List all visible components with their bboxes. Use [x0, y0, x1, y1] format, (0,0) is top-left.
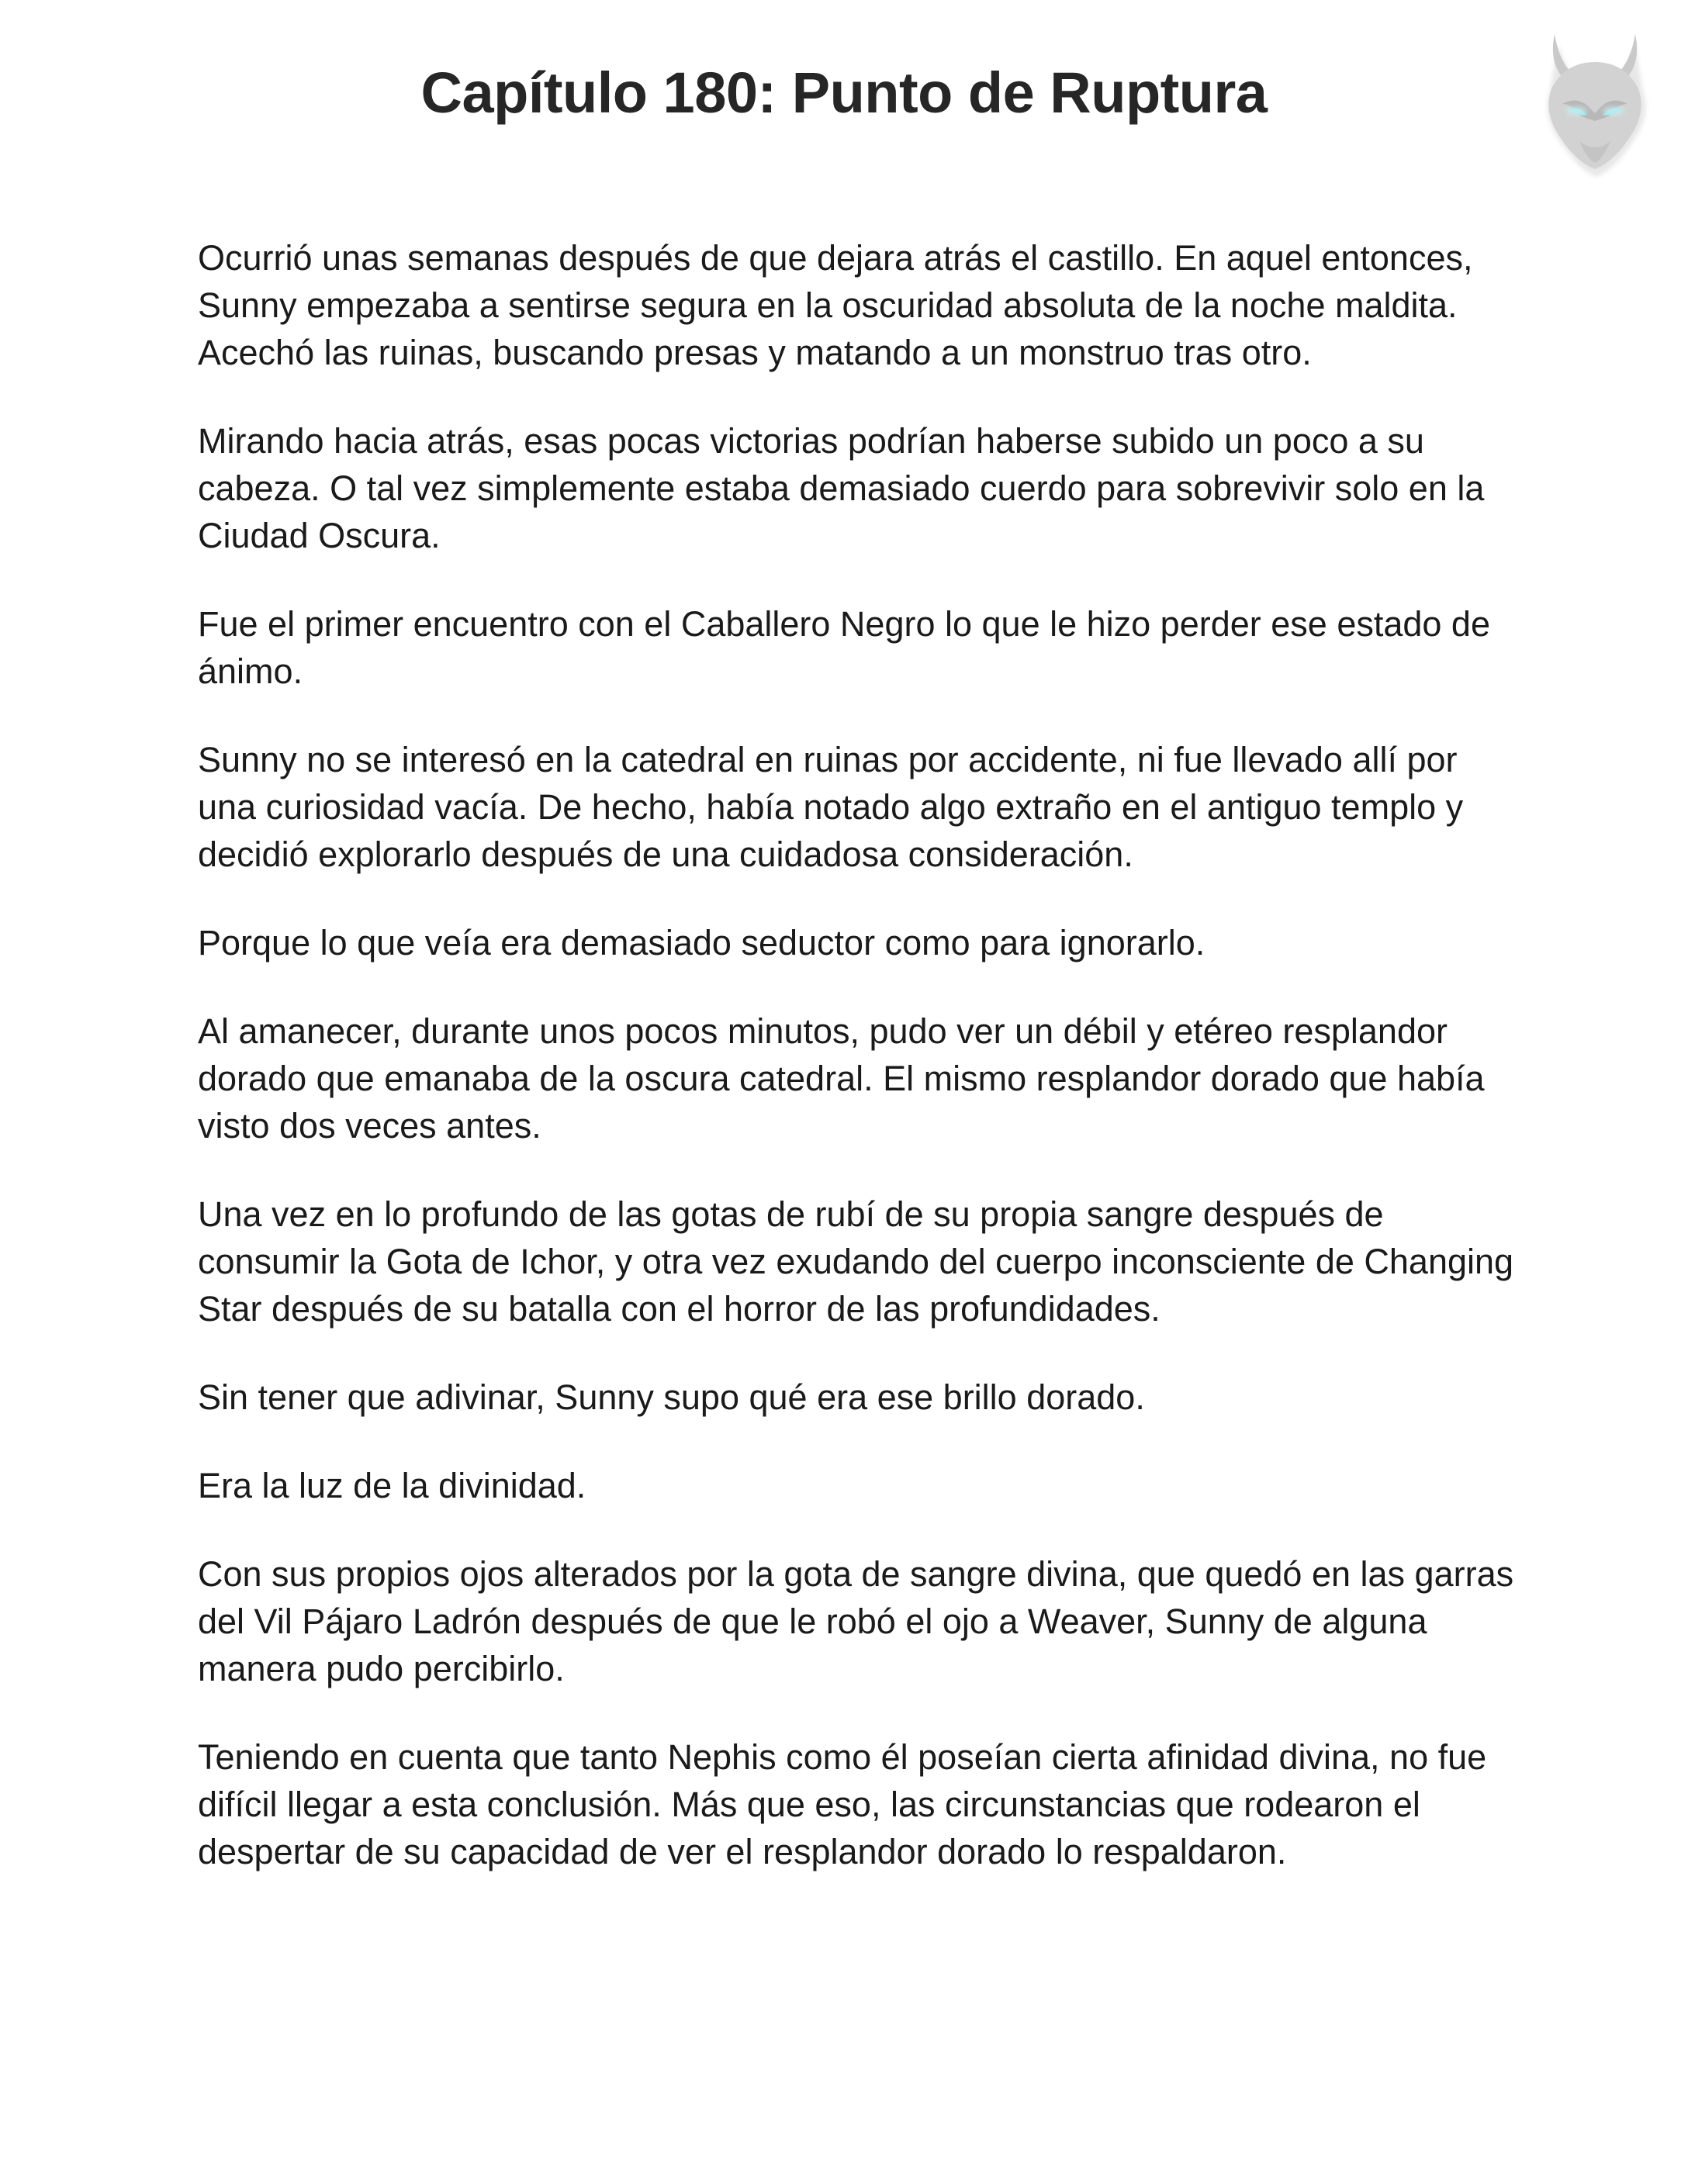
paragraph: Una vez en lo profundo de las gotas de rubí de su propia sangre después de consumir la Gota de Ichor, y otra vez exudando del cuerpo inconsciente de Changing Star después de su batalla con el horror de las profundidades.: [198, 1194, 1514, 1329]
demon-head-logo-icon: [1525, 17, 1665, 180]
paragraph: Con sus propios ojos alterados por la gota de sangre divina, que quedó en las garras del Vil Pájaro Ladrón después de que le robó el ojo a Weaver, Sunny de alguna manera pudo percibirlo.: [198, 1554, 1514, 1688]
paragraph: Mirando hacia atrás, esas pocas victorias podrían haberse subido un poco a su cabeza. O tal vez simplemente estaba demasiado cuerdo para sobrevivir solo en la Ciudad Oscura.: [198, 421, 1485, 555]
paragraph: Fue el primer encuentro con el Caballero Negro lo que le hizo perder ese estado de ánimo.: [198, 604, 1490, 691]
paragraph: Ocurrió unas semanas después de que dejara atrás el castillo. En aquel entonces, Sunny empezaba a sentirse segura en la oscuridad absoluta de la noche maldita. Acechó las ruinas, buscando presas y matando a un monstruo tras otro.: [198, 238, 1473, 372]
paragraph: Sin tener que adivinar, Sunny supo qué era ese brillo dorado.: [198, 1377, 1145, 1417]
paragraph: Porque lo que veía era demasiado seductor como para ignorarlo.: [198, 923, 1205, 962]
paragraph: Al amanecer, durante unos pocos minutos, pudo ver un débil y etéreo resplandor dorado que emanaba de la oscura catedral. El mismo resplandor dorado que había visto dos veces antes.: [198, 1011, 1485, 1146]
chapter-body: [198, 234, 1517, 1916]
paragraph: Teniendo en cuenta que tanto Nephis como él poseían cierta afinidad divina, no fue difícil llegar a esta conclusión. Más que eso, las circunstancias que rodearon el despertar de su capacidad de ver el resplandor dorado lo respaldaron.: [198, 1737, 1487, 1871]
paragraph: Era la luz de la divinidad.: [198, 1466, 586, 1505]
page-title: Capítulo 180: Punto de Ruptura: [420, 60, 1268, 125]
paragraph: Sunny no se interesó en la catedral en ruinas por accidente, ni fue llevado allí por una curiosidad vacía. De hecho, había notado algo extraño en el antiguo templo y decidió explorarlo después de una cuidadosa consideración.: [198, 740, 1464, 874]
